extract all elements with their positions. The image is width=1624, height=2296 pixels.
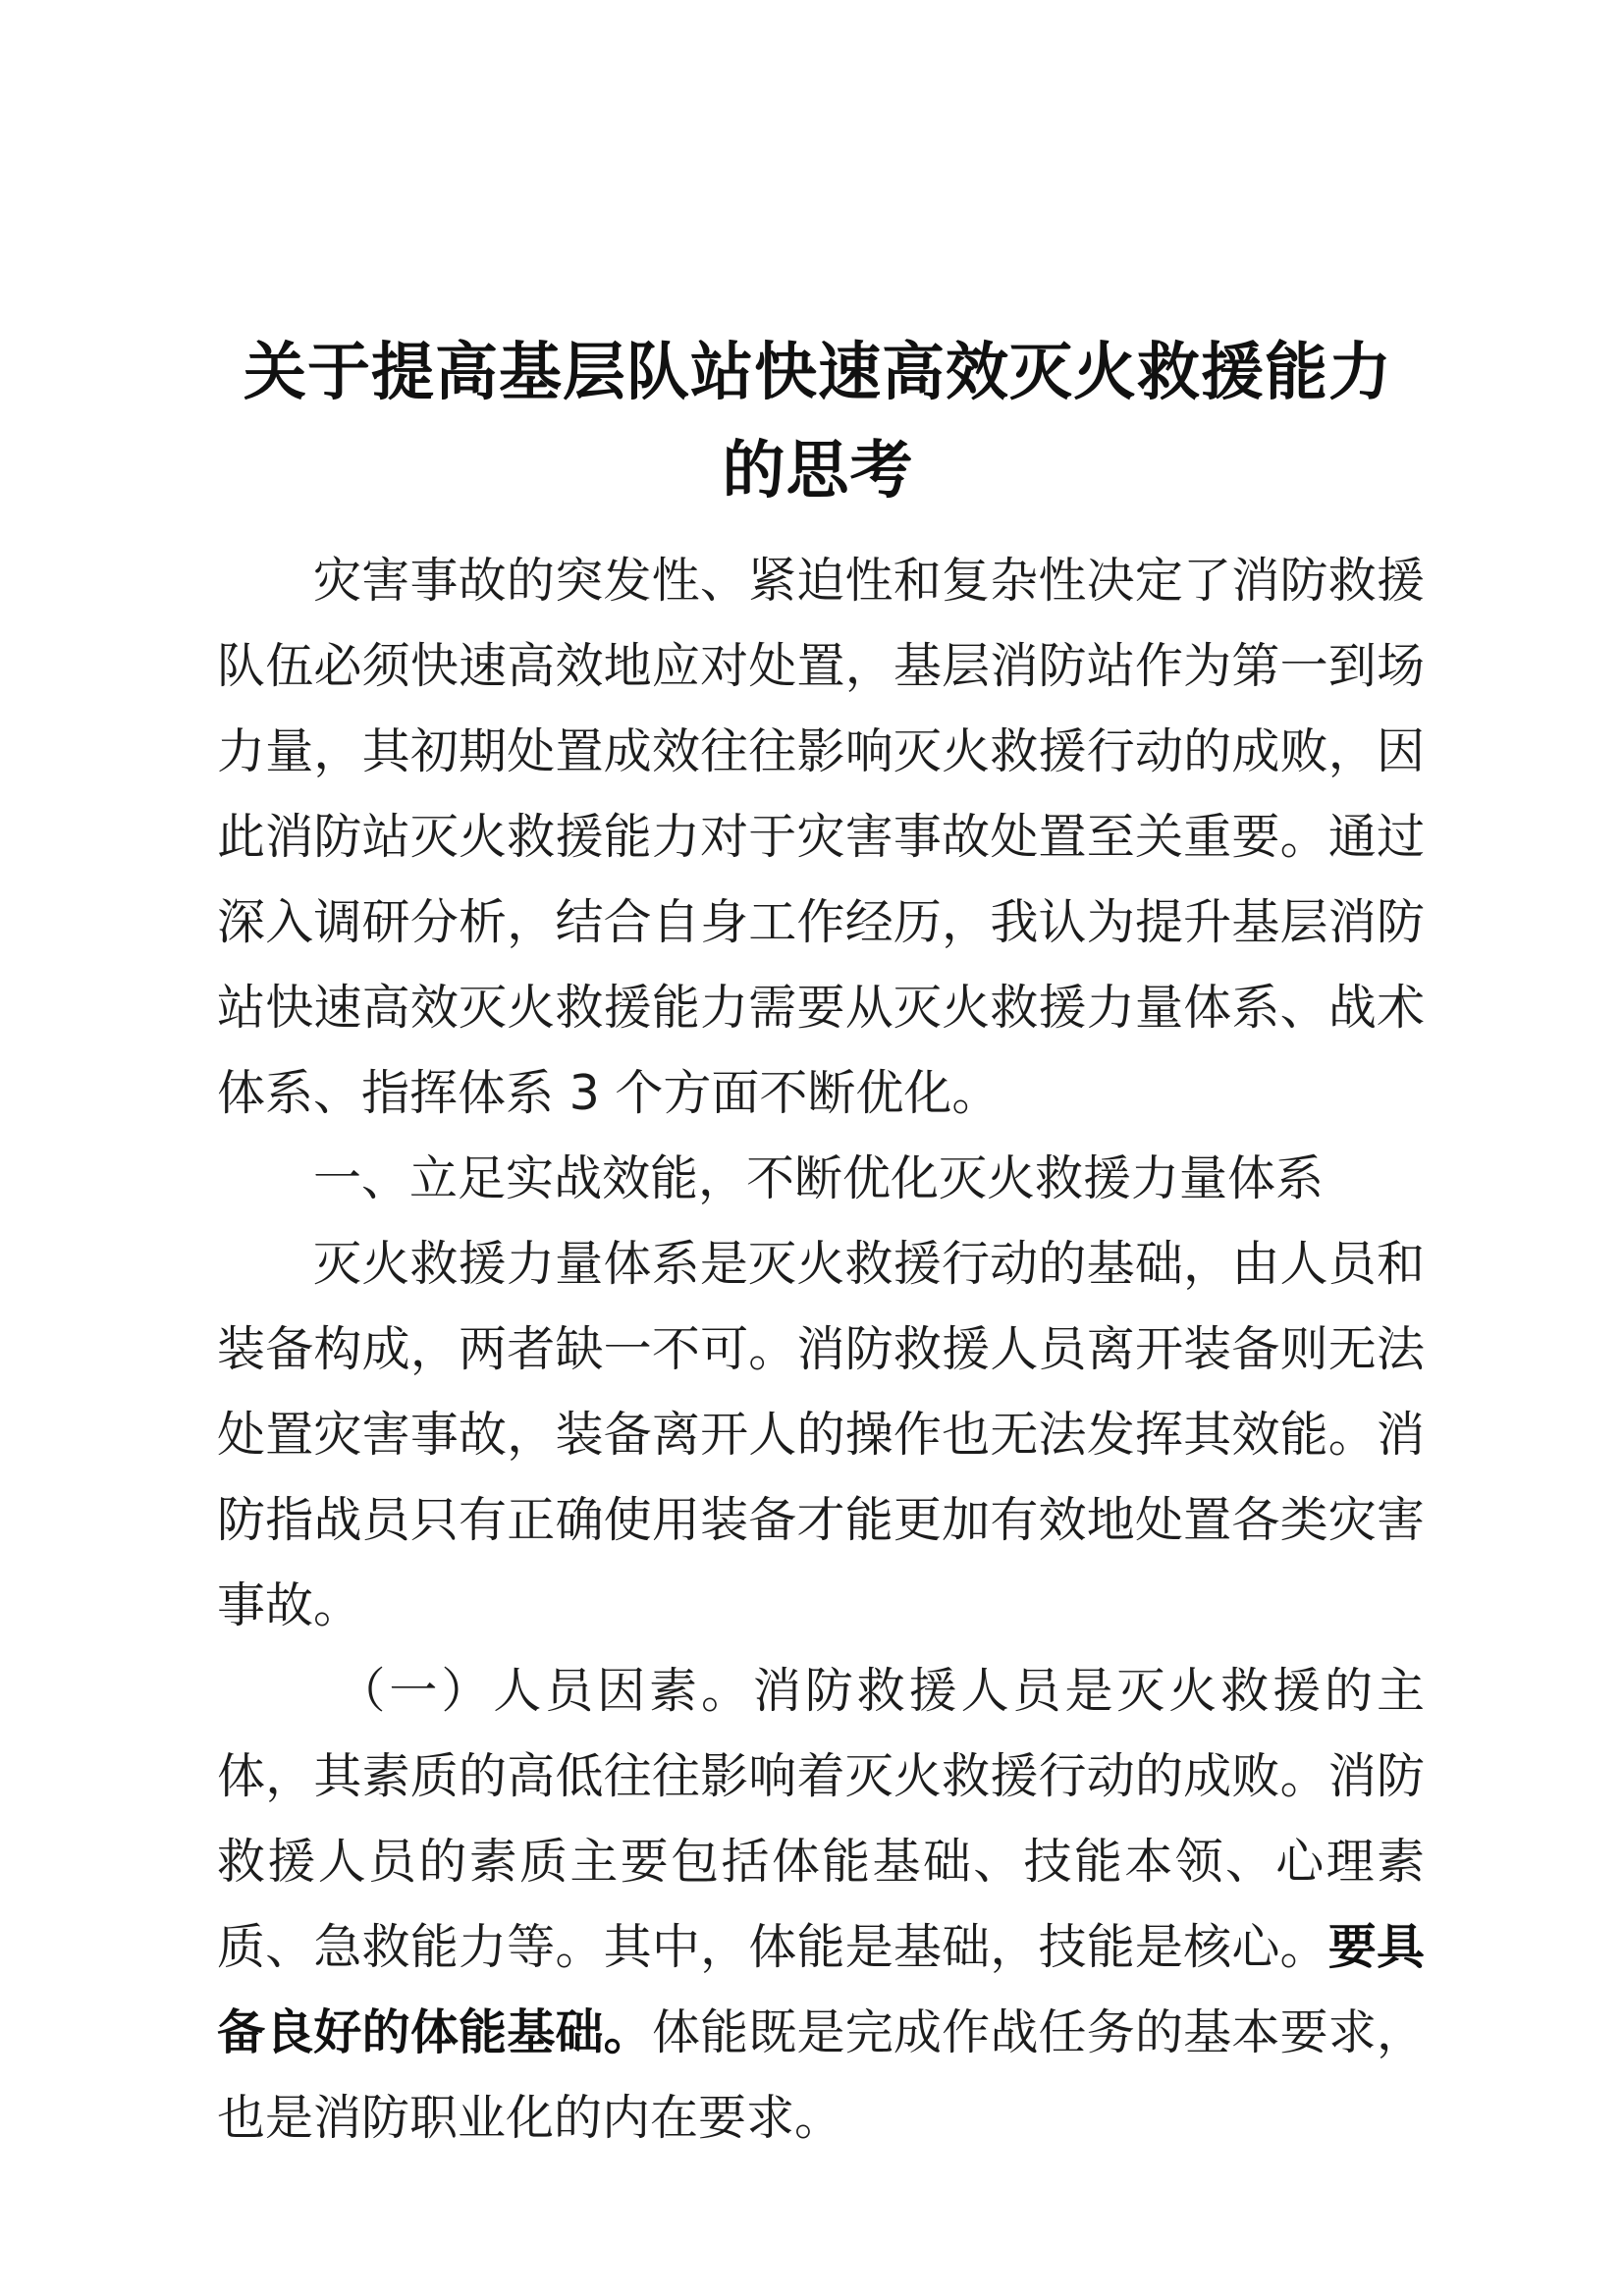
- document-body: [217, 538, 1425, 2161]
- intro-paragraph: 灾害事故的突发性、紧迫性和复杂性决定了消防救援队伍必须快速高效地应对处置，基层消防站作为第一到场力量，其初期处置成效往往影响灭火救援行动的成败，因此消防站灭火救援能力对于灾害事故处置至关重要。通过深入调研分析，结合自身工作经历，我认为提升基层消防站快速高效灭火救援能力需要从灭火救援力量体系、战术体系、指挥体系 3 个方面不断优化。: [217, 553, 1425, 1121]
- personnel-paragraph: [217, 1648, 1425, 2161]
- personnel-lead-text: （一）人员因素。消防救援人员是灭火救援的主体，其素质的高低往往影响着灭火救援行动的成败。消防救援人员的素质主要包括体能基础、技能本领、心理素质、急救能力等。其中，体能是基础，技能是核心。: [217, 1663, 1425, 1975]
- document-title: 关于提高基层队站快速高效灭火救援能力的思考: [244, 336, 1392, 507]
- section-heading-1: 一、立足实战效能，不断优化灭火救援力量体系: [313, 1150, 1325, 1206]
- personnel-bold-text: 要具备良好的体能基础。: [217, 1919, 1425, 2060]
- personnel-tail-text: 体能既是完成作战任务的基本要求，也是消防职业化的内在要求。: [217, 2004, 1425, 2146]
- force-system-paragraph: 灭火救援力量体系是灭火救援行动的基础，由人员和装备构成，两者缺一不可。消防救援人员离开装备则无法处置灾害事故，装备离开人的操作也无法发挥其效能。消防指战员只有正确使用装备才能更加有效地处置各类灾害事故。: [217, 1236, 1425, 1633]
